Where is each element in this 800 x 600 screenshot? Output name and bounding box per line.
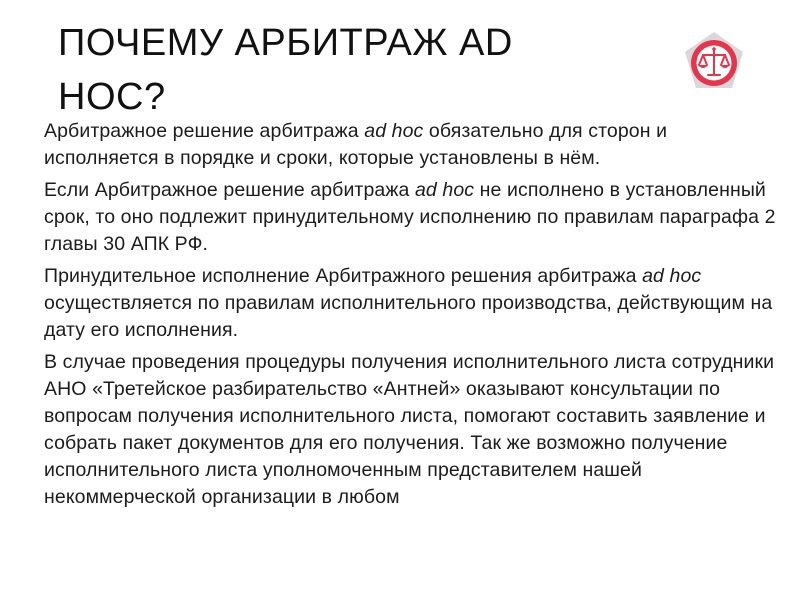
paragraph-text: Арбитражное решение арбитража (44, 120, 365, 142)
logo (682, 30, 746, 94)
paragraph-text: Если Арбитражное решение арбитража (44, 179, 415, 201)
paragraph-text: Принудительное исполнение Арбитражного решения арбитража (44, 265, 643, 287)
paragraph-text: обязательно для сторон и исполняется в порядке и сроки, которые установлены в нём. (44, 120, 668, 169)
paragraph (44, 349, 784, 511)
paragraph-text: В случае проведения процедуры получения исполнительного листа сотрудники АНО «Третейское разбирательство «Антней» оказывают консультации по вопросам получения исполнительного листа, помогают составить заявление и собрать пакет документов для его получения. Так же возможно получение исполнительного листа уполномоченным представителем нашей некоммерческой организации в любом (44, 351, 775, 508)
paragraph-emphasis: ad hoc (364, 120, 424, 142)
paragraph (44, 263, 784, 344)
slide-title (58, 16, 618, 124)
paragraph (44, 177, 784, 258)
slide-title-line-1: ПОЧЕМУ АРБИТРАЖ AD (58, 22, 513, 64)
slide-title-line-2: HOC? (58, 76, 166, 118)
paragraph (44, 118, 784, 172)
paragraph-text: не исполнено в установленный срок, то оно подлежит принудительному исполнению по правилам параграфа 2 главы 30 АПК РФ. (44, 179, 776, 255)
paragraph-emphasis: ad hoc (414, 179, 475, 201)
paragraph-emphasis: ad hoc (642, 265, 702, 287)
scales-of-justice-icon (682, 30, 746, 94)
body-text (44, 118, 784, 516)
paragraph-text: осуществляется по правилам исполнительного производства, действующим на дату его исполнения. (44, 292, 773, 341)
